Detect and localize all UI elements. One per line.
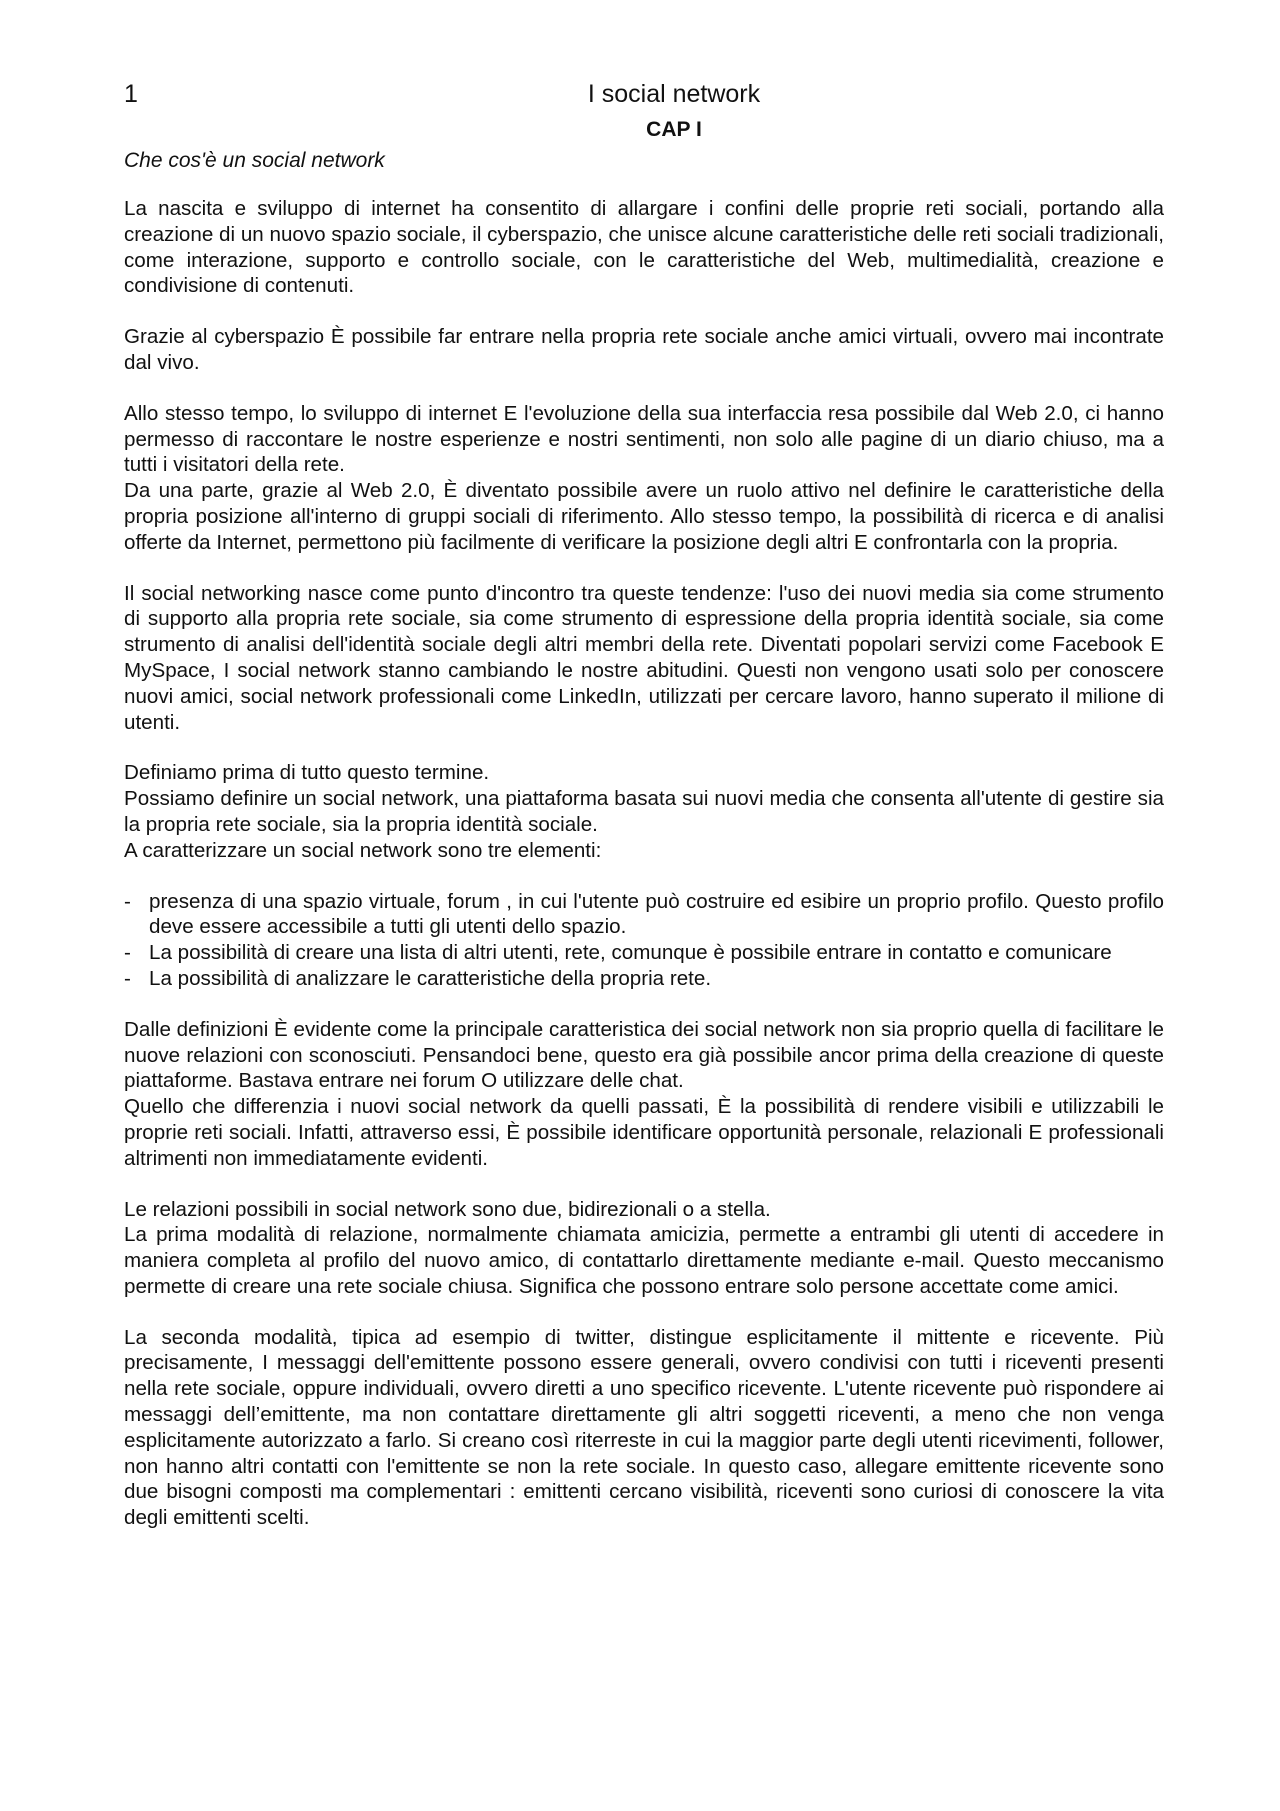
list-item xyxy=(124,940,1164,966)
list-item xyxy=(124,966,1164,992)
paragraph-web2: Allo stesso tempo, lo sviluppo di internet E l'evoluzione della sua interfaccia resa possibile dal Web 2.0, ci hanno permesso di raccontare le nostre esperienze e nostri sentimenti, non solo alle pagine di un diario chiuso, ma a tutti i visitatori della rete. xyxy=(124,401,1164,477)
list-dash: - xyxy=(124,889,131,913)
paragraph-social-networking: Il social networking nasce come punto d'incontro tra queste tendenze: l'uso dei nuovi media sia come strumento di supporto alla propria rete sociale, sia come strumento di espressione della propria identità sociale, sia come strumento di analisi dell'identità sociale degli altri membri della rete. Diventati popolari servizi come Facebook E MySpace, I social network stanno cambiando le nostre abitudini. Questi non vengono usati solo per conoscere nuovi amici, social network professionali come LinkedIn, utilizzati per cercare lavoro, hanno superato il milione di utenti. xyxy=(124,581,1164,734)
paragraph-relations: Le relazioni possibili in social network sono due, bidirezionali o a stella. xyxy=(124,1197,771,1221)
list-dash: - xyxy=(124,941,131,965)
list-dash: - xyxy=(124,966,131,990)
chapter-heading: CAP I xyxy=(646,118,702,141)
body-text xyxy=(124,196,1164,1531)
paragraph-definition-lead: Definiamo prima di tutto questo termine. xyxy=(124,761,490,785)
document-page xyxy=(124,76,1164,1531)
page-number: 1 xyxy=(124,80,138,108)
paragraph-definitions-evident: Dalle definizioni È evidente come la principale caratteristica dei social network non sia proprio quella di facilitare le nuove relazioni con sconosciuti. Pensandoci bene, questo era già possibile ancor prima della creazione di queste piattaforme. Bastava entrare nei forum O utilizzare delle chat. xyxy=(124,1017,1164,1093)
paragraph-elements-lead: A caratterizzare un social network sono tre elementi: xyxy=(124,838,602,862)
list-item-text: presenza di una spazio virtuale, forum , in cui l'utente può costruire ed esibire un proprio profilo. Questo profilo deve essere accessibile a tutti gli utenti dello spazio. xyxy=(149,889,1164,939)
paragraph-difference: Quello che differenzia i nuovi social network da quelli passati, È la possibilità di rendere visibili e utilizzabili le proprie reti sociali. Infatti, attraverso essi, È possibile identificare opportunità personale, relazionali E professionali altrimenti non immediatamente evidenti. xyxy=(124,1095,1164,1170)
paragraph-role: Da una parte, grazie al Web 2.0, È diventato possibile avere un ruolo attivo nel definire le caratteristiche della propria posizione all'interno di gruppi sociali di riferimento. Allo stesso tempo, la possibilità di ricerca e di analisi offerte da Internet, permettono più facilmente di verificare la posizione degli altri E confrontarla con la propria. xyxy=(124,479,1164,554)
paragraph-friendship: La prima modalità di relazione, normalmente chiamata amicizia, permette a entrambi gli utenti di accedere in maniera completa al profilo del nuovo amico, di contattarlo direttamente mediante e-mail. Questo meccanismo permette di creare una rete sociale chiusa. Significa che possono entrare solo persone accettate come amici. xyxy=(124,1223,1164,1298)
paragraph-second-mode: La seconda modalità, tipica ad esempio di twitter, distingue esplicitamente il mittente e ricevente. Più precisamente, I messaggi dell'emittente possono essere generali, ovvero condivisi con tutti i riceventi presenti nella rete sociale, oppure individuali, ovvero diretti a uno specifico ricevente. L'utente ricevente può rispondere ai messaggi dell’emittente, ma non contattare direttamente gli altri soggetti riceventi, a meno che non venga esplicitamente autorizzato a farlo. Si creano così riterreste in cui la maggior parte degli utenti ricevimenti, follower, non hanno altri contatti con l'emittente se non la rete sociale. In questo caso, allegare emittente ricevente sono due bisogni composti ma complementari : emittenti cercano visibilità, riceventi sono curiosi di conoscere la vita degli emittenti scelti. xyxy=(124,1325,1164,1530)
paragraph-definition: Possiamo definire un social network, una piattaforma basata sui nuovi media che consenta all'utente di gestire sia la propria rete sociale, sia la propria identità sociale. xyxy=(124,787,1164,836)
paragraph-cyberspace: Grazie al cyberspazio È possibile far entrare nella propria rete sociale anche amici virtuali, ovvero mai incontrate dal vivo. xyxy=(124,325,1164,374)
list-item xyxy=(124,889,1164,941)
list-item-text: La possibilità di analizzare le caratteristiche della propria rete. xyxy=(149,966,712,990)
page-header xyxy=(124,76,1164,112)
paragraph-intro: La nascita e sviluppo di internet ha consentito di allargare i confini delle proprie reti sociali, portando alla creazione di un nuovo spazio sociale, il cyberspazio, che unisce alcune caratteristiche delle reti sociali tradizionali, come interazione, supporto e controllo sociale, con le caratteristiche del Web, multimedialità, creazione e condivisione di contenuti. xyxy=(124,197,1164,298)
section-title: Che cos'è un social network xyxy=(124,149,385,172)
list-item-text: La possibilità di creare una lista di altri utenti, rete, comunque è possibile entrare in contatto e comunicare xyxy=(149,941,1112,965)
elements-list xyxy=(124,889,1164,992)
running-title: I social network xyxy=(587,80,761,108)
